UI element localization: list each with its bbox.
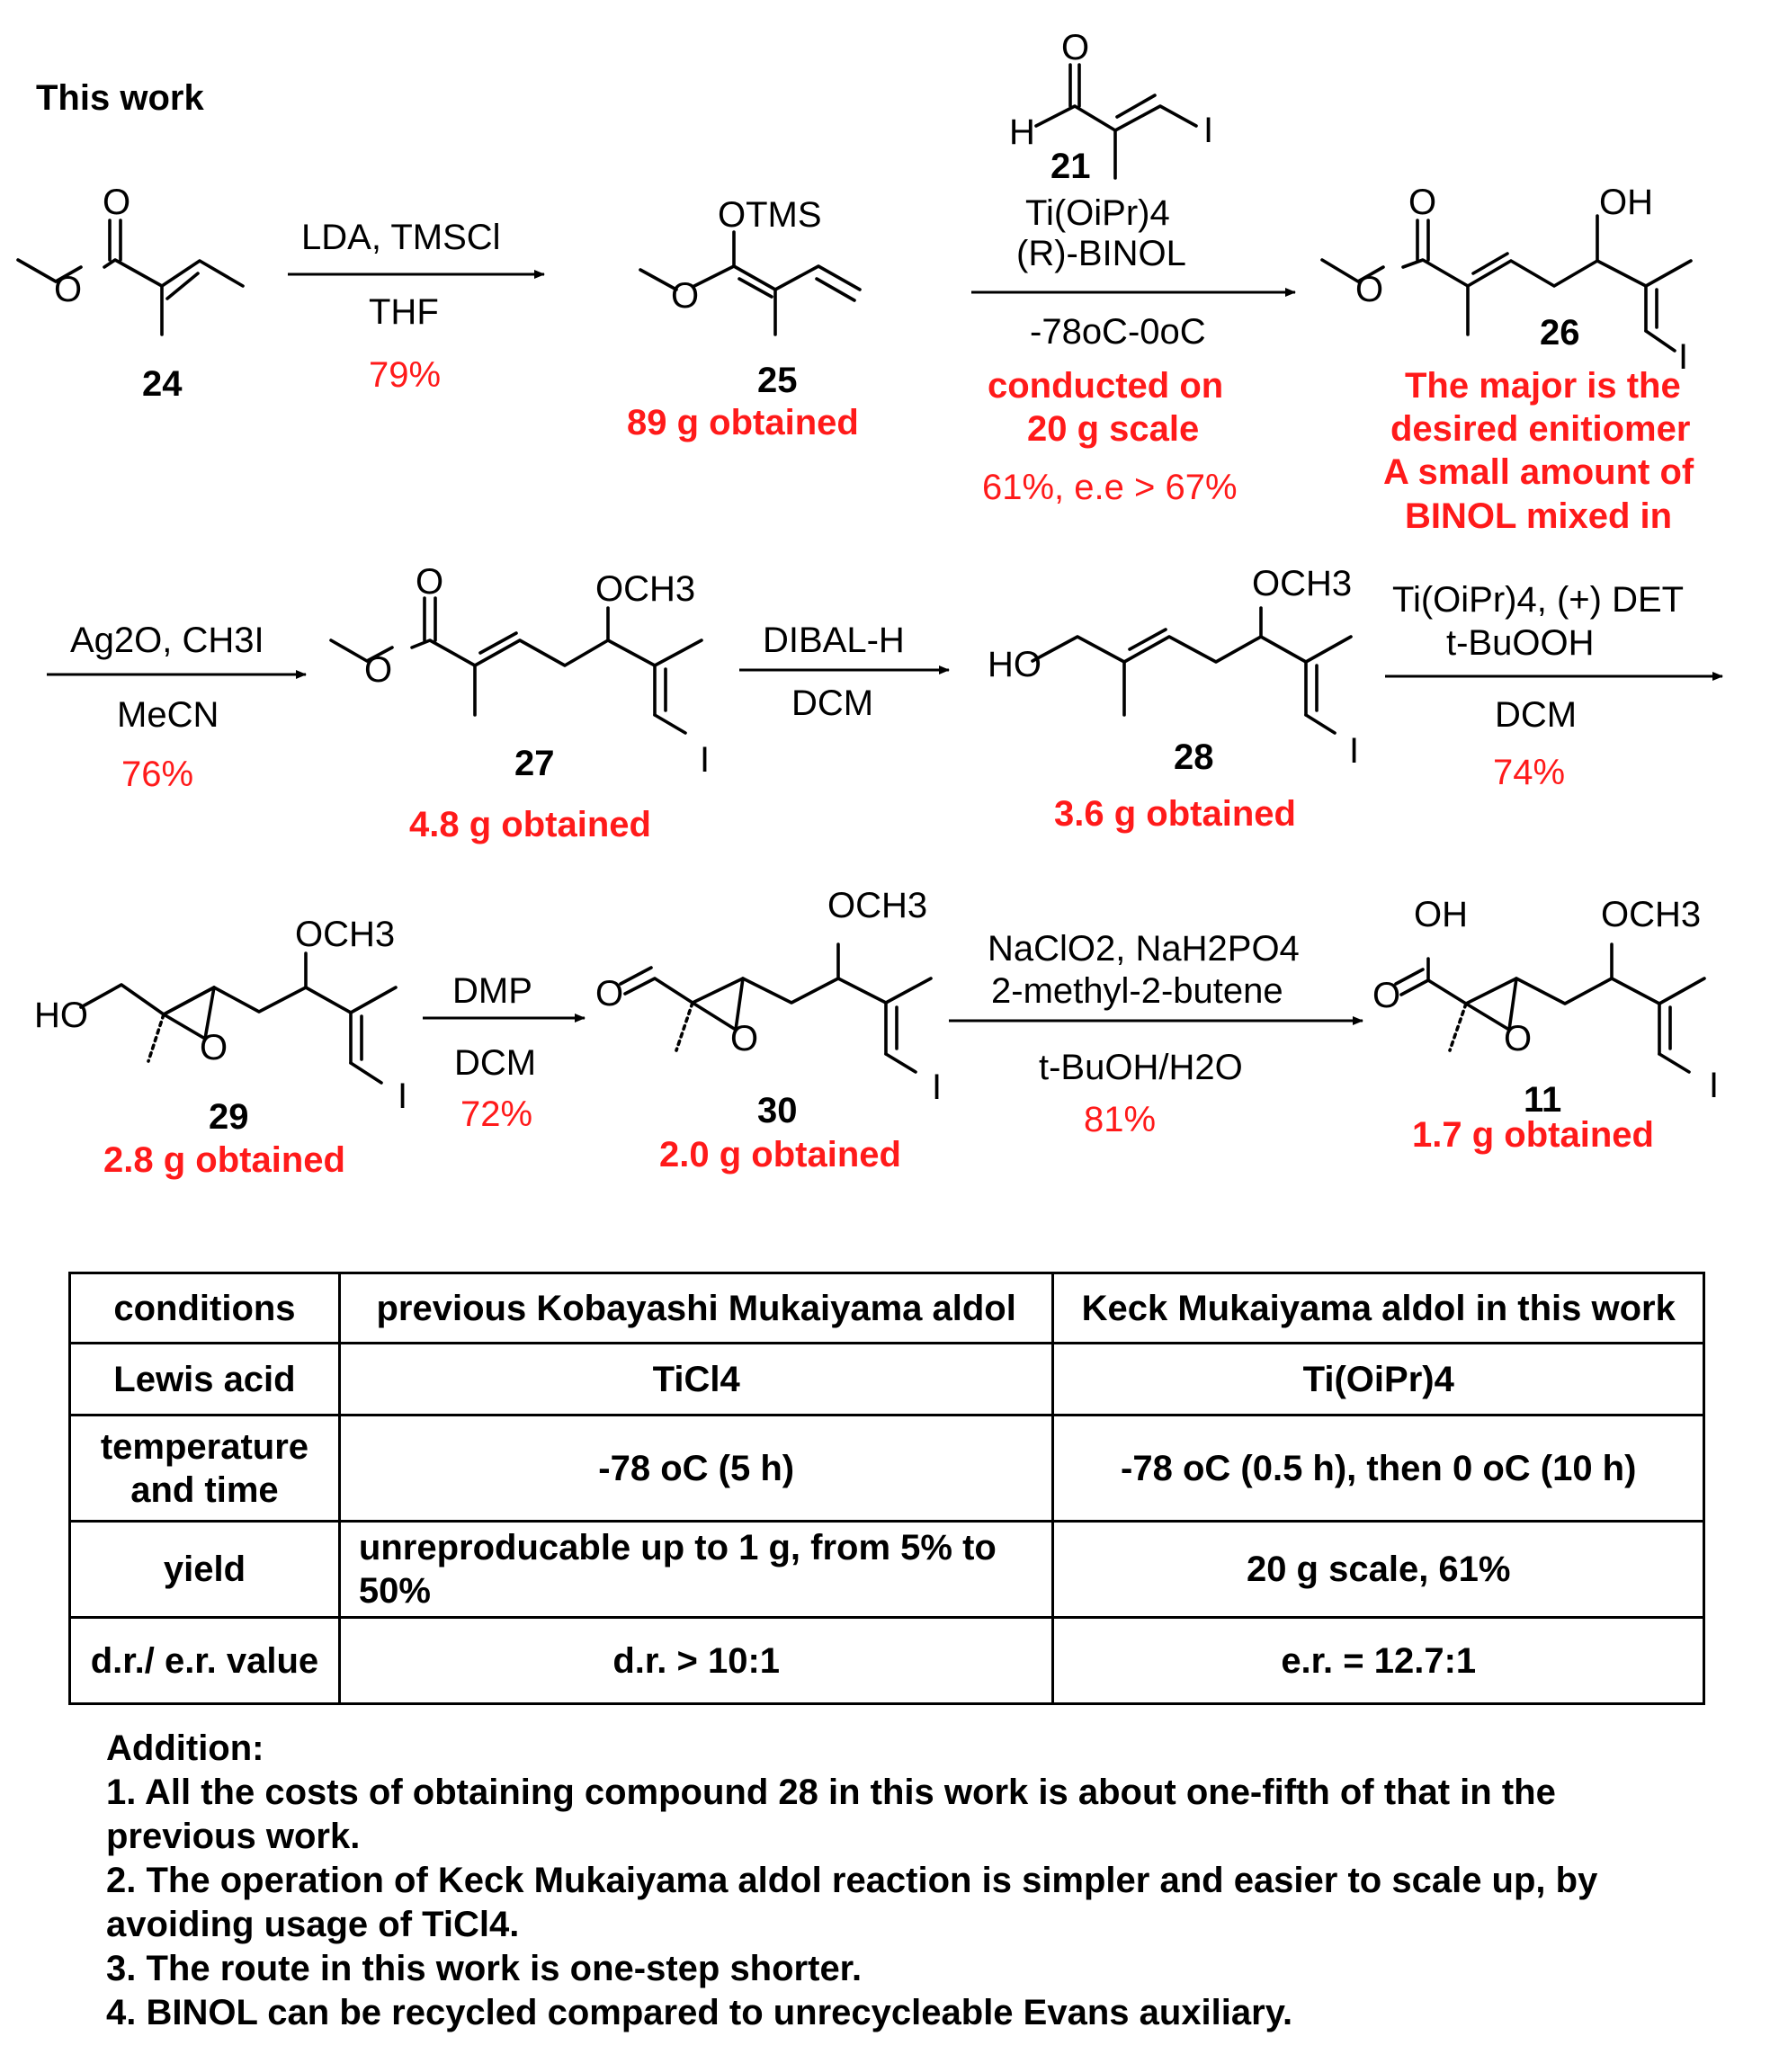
reagent-text: LDA, TMSCl (301, 218, 501, 257)
table-cell: Lewis acid (70, 1344, 340, 1416)
atom-i: I (1203, 111, 1214, 150)
compound-label-11: 11 (1524, 1080, 1562, 1120)
atom-o: O (1408, 183, 1437, 222)
atom-otms: OTMS (718, 195, 822, 235)
atom-ho: HO (988, 645, 1041, 684)
compound-label-24: 24 (142, 364, 183, 404)
scale-note: conducted on (988, 366, 1224, 406)
table-cell: Ti(OiPr)4 (1053, 1344, 1704, 1416)
compound-11-structure (1372, 895, 1719, 1105)
atom-i: I (1349, 731, 1360, 771)
atom-o: O (1372, 976, 1401, 1015)
table-cell: -78 oC (5 h) (339, 1416, 1053, 1522)
compound-label-29: 29 (209, 1097, 249, 1137)
table-header-cell: previous Kobayashi Mukaiyama aldol (339, 1273, 1053, 1344)
atom-o: O (364, 650, 393, 690)
atom-i: I (398, 1076, 408, 1116)
atom-o: O (1504, 1019, 1533, 1058)
conditions-text: -78oC-0oC (1030, 312, 1206, 352)
table-cell: e.r. = 12.7:1 (1053, 1618, 1704, 1704)
atom-i: I (932, 1067, 943, 1107)
compound-yield-note: 3.6 g obtained (1054, 794, 1296, 834)
additions-title: Addition: (106, 1728, 264, 1768)
compound-yield-note: 1.7 g obtained (1412, 1115, 1654, 1155)
reagent-text: NaClO2, NaH2PO4 (988, 929, 1300, 969)
solvent-text: DCM (1495, 695, 1578, 735)
compound-29-structure (34, 915, 407, 1116)
compound-label-21: 21 (1050, 147, 1091, 186)
yield-text: 76% (121, 755, 194, 794)
solvent-text: MeCN (117, 695, 219, 735)
table-cell: TiCl4 (339, 1344, 1053, 1416)
additions-section (106, 1727, 1707, 2035)
atom-o: O (730, 1019, 759, 1058)
compound-label-26: 26 (1540, 313, 1580, 353)
table-cell: 20 g scale, 61% (1053, 1522, 1704, 1618)
reagent-text: Ag2O, CH3I (70, 621, 264, 660)
compound-21-structure (1009, 28, 1213, 178)
yield-text: 61%, e.e > 67% (982, 468, 1238, 507)
atom-o: O (1061, 28, 1090, 67)
reagent-text: 2-methyl-2-butene (991, 971, 1283, 1011)
atom-o: O (200, 1028, 228, 1067)
table-header-cell: conditions (70, 1273, 340, 1344)
table-cell: -78 oC (0.5 h), then 0 oC (10 h) (1053, 1416, 1704, 1522)
compound-note: BINOL mixed in (1405, 496, 1673, 536)
atom-i: I (700, 740, 711, 780)
atom-o: O (1355, 270, 1384, 309)
table-row (70, 1618, 1704, 1704)
compound-label-25: 25 (757, 361, 798, 400)
compound-label-28: 28 (1174, 737, 1214, 777)
compound-label-27: 27 (514, 744, 555, 783)
addition-item: 4. BINOL can be recycled compared to unrecycleable Evans auxiliary. (106, 1993, 1293, 2032)
compound-30-structure (595, 886, 942, 1107)
solvent-text: DCM (791, 683, 874, 723)
compound-yield-note: 2.8 g obtained (103, 1140, 345, 1180)
reagent-text: Ti(OiPr)4, (+) DET (1392, 580, 1685, 620)
atom-h: H (1009, 112, 1035, 152)
page-title: This work (36, 78, 204, 118)
compound-yield-note: 2.0 g obtained (659, 1135, 901, 1174)
yield-text: 81% (1084, 1100, 1157, 1139)
atom-o: O (103, 183, 131, 222)
compound-note: The major is the (1405, 366, 1681, 406)
atom-oh: OH (1599, 183, 1653, 222)
atom-o: O (671, 276, 700, 316)
compound-note: A small amount of (1383, 452, 1694, 492)
table-row (70, 1522, 1704, 1618)
reagent-text: Ti(OiPr)4 (1025, 193, 1170, 233)
comparison-table (68, 1272, 1705, 1705)
table-cell: d.r./ e.r. value (70, 1618, 340, 1704)
addition-item: 1. All the costs of obtaining compound 28 in this work is about one-fifth of that in the previous work. (106, 1773, 1556, 1856)
table-row (70, 1416, 1704, 1522)
addition-item: 2. The operation of Keck Mukaiyama aldol reaction is simpler and easier to scale up, by avoiding usage of TiCl4. (106, 1861, 1598, 1944)
table-cell: temperature and time (70, 1416, 340, 1522)
atom-o: O (416, 562, 444, 602)
compound-note: desired enitiomer (1390, 409, 1691, 449)
atom-och3: OCH3 (1252, 564, 1353, 603)
solvent-text: DCM (454, 1043, 537, 1083)
compound-yield-note: 89 g obtained (627, 403, 859, 442)
atom-o: O (54, 270, 83, 309)
atom-och3: OCH3 (827, 886, 928, 925)
compound-label-30: 30 (757, 1091, 798, 1130)
reagent-text: DMP (452, 971, 532, 1011)
solvent-text: t-BuOH/H2O (1039, 1048, 1243, 1087)
atom-och3: OCH3 (295, 915, 396, 954)
atom-i: I (1709, 1066, 1720, 1105)
table-header-row (70, 1273, 1704, 1344)
table-cell: unreproducable up to 1 g, from 5% to 50% (339, 1522, 1053, 1618)
solvent-text: THF (369, 292, 439, 332)
atom-och3: OCH3 (1601, 895, 1702, 934)
yield-text: 79% (369, 355, 442, 395)
table-cell: yield (70, 1522, 340, 1618)
table-row (70, 1344, 1704, 1416)
reagent-text: (R)-BINOL (1016, 234, 1186, 273)
atom-ho: HO (34, 996, 88, 1035)
atom-oh: OH (1414, 895, 1468, 934)
atom-och3: OCH3 (595, 569, 696, 609)
reagent-text: t-BuOOH (1446, 623, 1595, 663)
atom-i: I (1678, 337, 1689, 377)
compound-yield-note: 4.8 g obtained (409, 805, 651, 844)
compound-25-structure (640, 195, 860, 335)
scale-note: 20 g scale (1027, 409, 1200, 449)
table-header-cell: Keck Mukaiyama aldol in this work (1053, 1273, 1704, 1344)
compound-26-structure (1322, 183, 1691, 377)
table-cell: d.r. > 10:1 (339, 1618, 1053, 1704)
reagent-text: DIBAL-H (763, 621, 905, 660)
yield-text: 74% (1493, 753, 1566, 792)
yield-text: 72% (460, 1094, 533, 1134)
compound-24-structure (18, 183, 243, 335)
addition-item: 3. The route in this work is one-step shorter. (106, 1949, 863, 1988)
atom-o: O (595, 974, 624, 1014)
